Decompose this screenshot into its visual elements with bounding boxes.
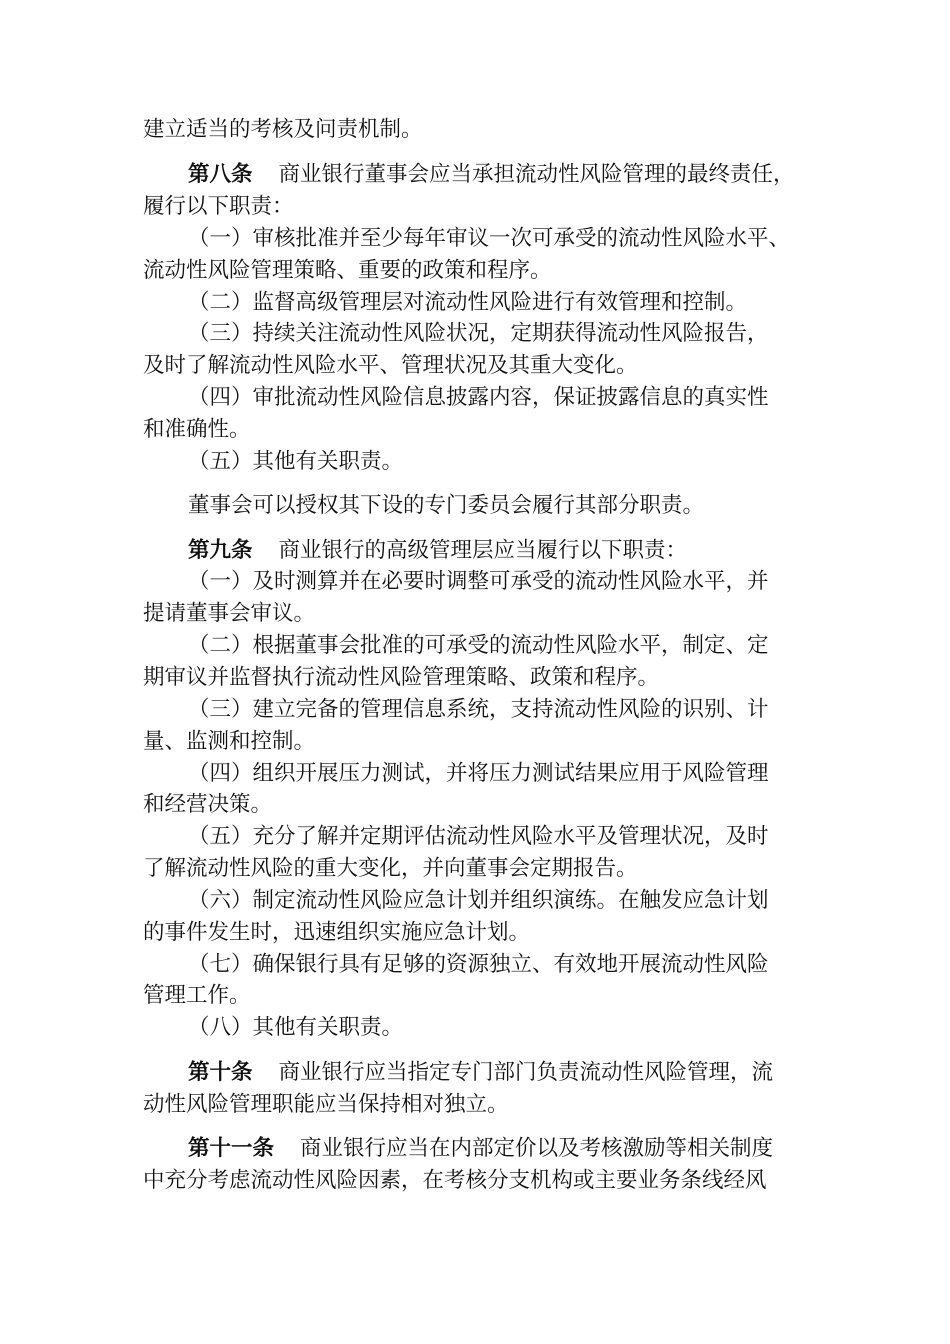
list-item: （六）制定流动性风险应急计划并组织演练。在触发应急计划 — [188, 888, 769, 913]
list-item: （二）监督高级管理层对流动性风险进行有效管理和控制。 — [188, 290, 748, 315]
article-9-first-line — [188, 536, 687, 566]
text-line: 管理工作。 — [143, 983, 251, 1008]
text-line: 量、监测和控制。 — [143, 729, 316, 754]
article-heading: 第八条 — [188, 162, 253, 187]
text-line: 商业银行应当指定专门部门负责流动性风险管理，流 — [278, 1060, 774, 1085]
list-item: （八）其他有关职责。 — [188, 1015, 404, 1040]
text-line: 和准确性。 — [143, 417, 251, 442]
list-item: （五）其他有关职责。 — [188, 449, 404, 474]
list-item: （四）组织开展压力测试，并将压力测试结果应用于风险管理 — [188, 761, 769, 786]
article-10-first-line — [188, 1058, 773, 1088]
text-line: 中充分考虑流动性风险因素，在考核分支机构或主要业务条线经风 — [143, 1168, 767, 1193]
list-item: （三）建立完备的管理信息系统，支持流动性风险的识别、计 — [188, 697, 769, 722]
text-line: 的事件发生时，迅速组织实施应急计划。 — [143, 920, 531, 945]
text-line: 商业银行董事会应当承担流动性风险管理的最终责任， — [278, 162, 795, 187]
text-line: 商业银行的高级管理层应当履行以下职责： — [278, 538, 688, 563]
text-line: 履行以下职责： — [143, 194, 294, 219]
text-line: 动性风险管理职能应当保持相对独立。 — [143, 1092, 509, 1117]
article-11-first-line — [188, 1134, 773, 1164]
list-item: （五）充分了解并定期评估流动性风险水平及管理状况，及时 — [188, 824, 769, 849]
text-line: 提请董事会审议。 — [143, 601, 316, 626]
article-heading: 第十一条 — [188, 1136, 275, 1161]
list-item: （二）根据董事会批准的可承受的流动性风险水平，制定、定 — [188, 633, 769, 658]
text-line: 了解流动性风险的重大变化，并向董事会定期报告。 — [143, 856, 638, 881]
article-8-first-line — [188, 160, 795, 190]
text-line: 及时了解流动性风险水平、管理状况及其重大变化。 — [143, 353, 638, 378]
article-heading: 第九条 — [188, 538, 253, 563]
text-line: 建立适当的考核及问责机制。 — [143, 117, 423, 142]
list-item: （一）及时测算并在必要时调整可承受的流动性风险水平，并 — [188, 569, 769, 594]
list-item: （三）持续关注流动性风险状况，定期获得流动性风险报告， — [188, 321, 769, 346]
text-line: 商业银行应当在内部定价以及考核激励等相关制度 — [300, 1136, 774, 1161]
text-line: 期审议并监督执行流动性风险管理策略、政策和程序。 — [143, 665, 660, 690]
text-line: 董事会可以授权其下设的专门委员会履行其部分职责。 — [188, 493, 705, 518]
text-line: 和经营决策。 — [143, 792, 273, 817]
list-item: （一）审核批准并至少每年审议一次可承受的流动性风险水平、 — [188, 226, 791, 251]
article-heading: 第十条 — [188, 1060, 253, 1085]
list-item: （四）审批流动性风险信息披露内容，保证披露信息的真实性 — [188, 385, 769, 410]
list-item: （七）确保银行具有足够的资源独立、有效地开展流动性风险 — [188, 952, 769, 977]
text-line: 流动性风险管理策略、重要的政策和程序。 — [143, 258, 552, 283]
